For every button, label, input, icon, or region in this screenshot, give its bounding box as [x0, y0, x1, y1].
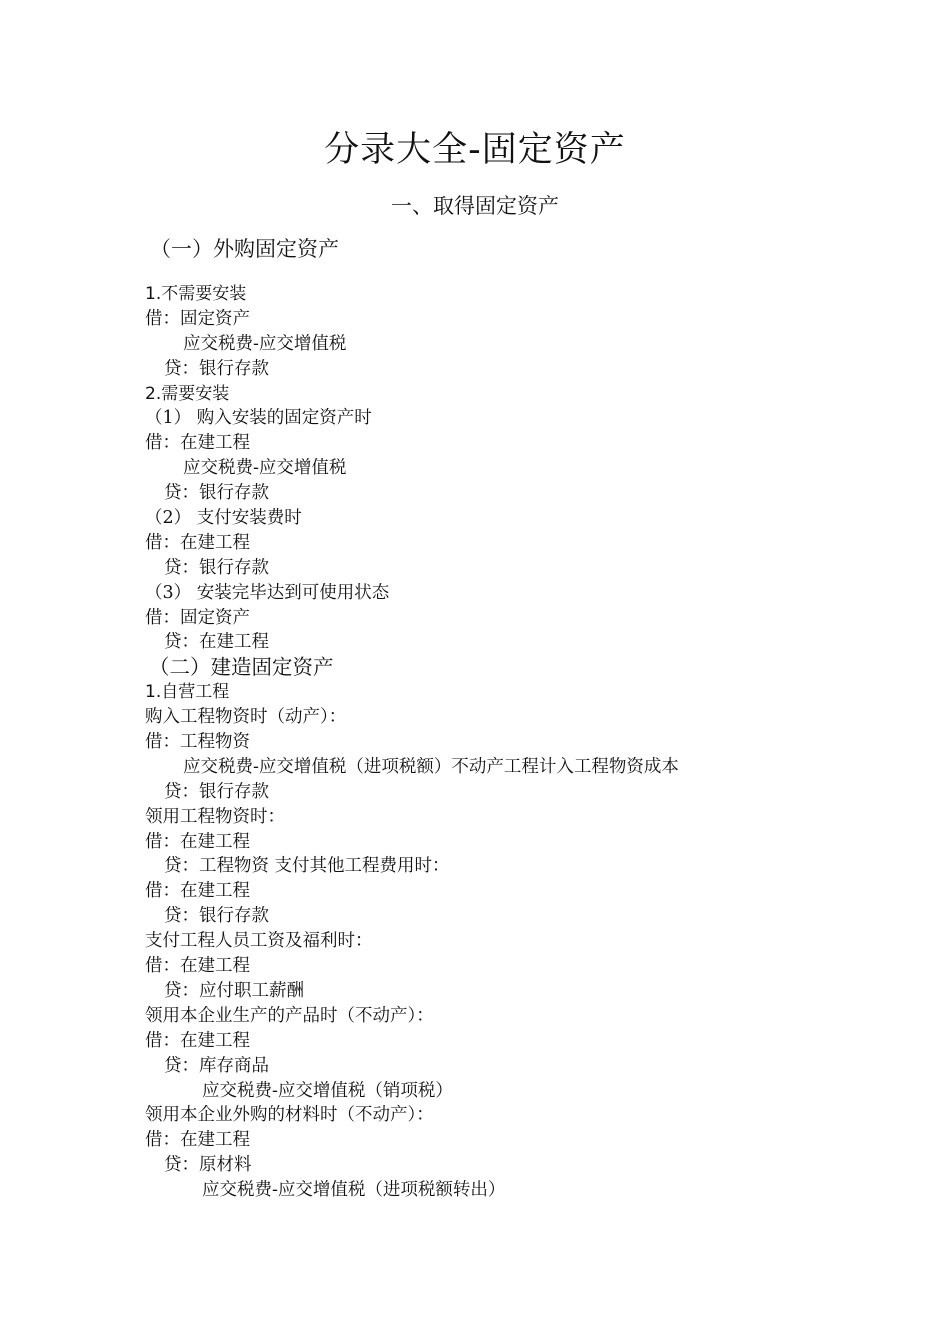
entry-line: 借：固定资产	[145, 607, 250, 628]
entry-line: 贷：银行存款	[164, 781, 269, 802]
entry-line: 贷：工程物资 支付其他工程费用时：	[164, 856, 450, 877]
document-title: 分录大全-固定资产	[324, 130, 626, 170]
subsection-heading: （一）外购固定资产	[150, 237, 339, 261]
entry-line: 应交税费-应交增值税（进项税额）不动产工程计入工程物资成本	[183, 756, 679, 777]
item-heading: 2.需要安装	[145, 383, 230, 404]
entry-line: 购入工程物资时（动产）：	[145, 707, 347, 728]
entry-line: 应交税费-应交增值税	[183, 458, 347, 479]
item-heading: 1.不需要安装	[145, 284, 247, 304]
entry-line: 借：在建工程	[145, 1130, 250, 1151]
entry-line: 借：在建工程	[145, 956, 250, 977]
entry-line: 借：工程物资	[145, 732, 250, 753]
entry-line: 领用本企业生产的产品时（不动产）：	[145, 1005, 434, 1026]
subsection-heading: （二）建造固定资产	[149, 655, 334, 680]
entry-line: 贷：在建工程	[164, 632, 269, 653]
entry-line: 贷：银行存款	[164, 358, 269, 379]
entry-line: 借：在建工程	[145, 1030, 250, 1051]
entry-line: 借：在建工程	[145, 881, 250, 902]
entry-line: 贷：库存商品	[164, 1055, 269, 1076]
section-heading: 一、取得固定资产	[391, 194, 559, 218]
document-body	[145, 282, 865, 1203]
entry-line: 贷：银行存款	[164, 483, 269, 504]
entry-line: 贷：银行存款	[164, 906, 269, 927]
entry-line: 借：固定资产	[145, 308, 250, 329]
entry-line: （1） 购入安装的固定资产时	[145, 408, 372, 429]
entry-line: 贷：银行存款	[164, 557, 269, 578]
entry-line: 应交税费-应交增值税（销项税）	[202, 1080, 453, 1101]
entry-line: 领用本企业外购的材料时（不动产）：	[145, 1105, 434, 1126]
entry-line: （2） 支付安装费时	[145, 508, 302, 529]
entry-line: 借：在建工程	[145, 831, 250, 852]
entry-line: （3） 安装完毕达到可使用状态	[145, 582, 390, 603]
entry-line: 借：在建工程	[145, 433, 250, 454]
entry-line: 借：在建工程	[145, 532, 250, 553]
entry-line: 领用工程物资时：	[145, 806, 285, 827]
entry-line: 应交税费-应交增值税（进项税额转出）	[202, 1180, 506, 1201]
entry-line: 贷：应付职工薪酬	[164, 980, 304, 1001]
entry-line: 支付工程人员工资及福利时：	[145, 931, 373, 952]
entry-line: 贷：原材料	[164, 1155, 252, 1176]
item-heading: 1.自营工程	[145, 682, 230, 703]
entry-line: 应交税费-应交增值税	[183, 333, 347, 354]
